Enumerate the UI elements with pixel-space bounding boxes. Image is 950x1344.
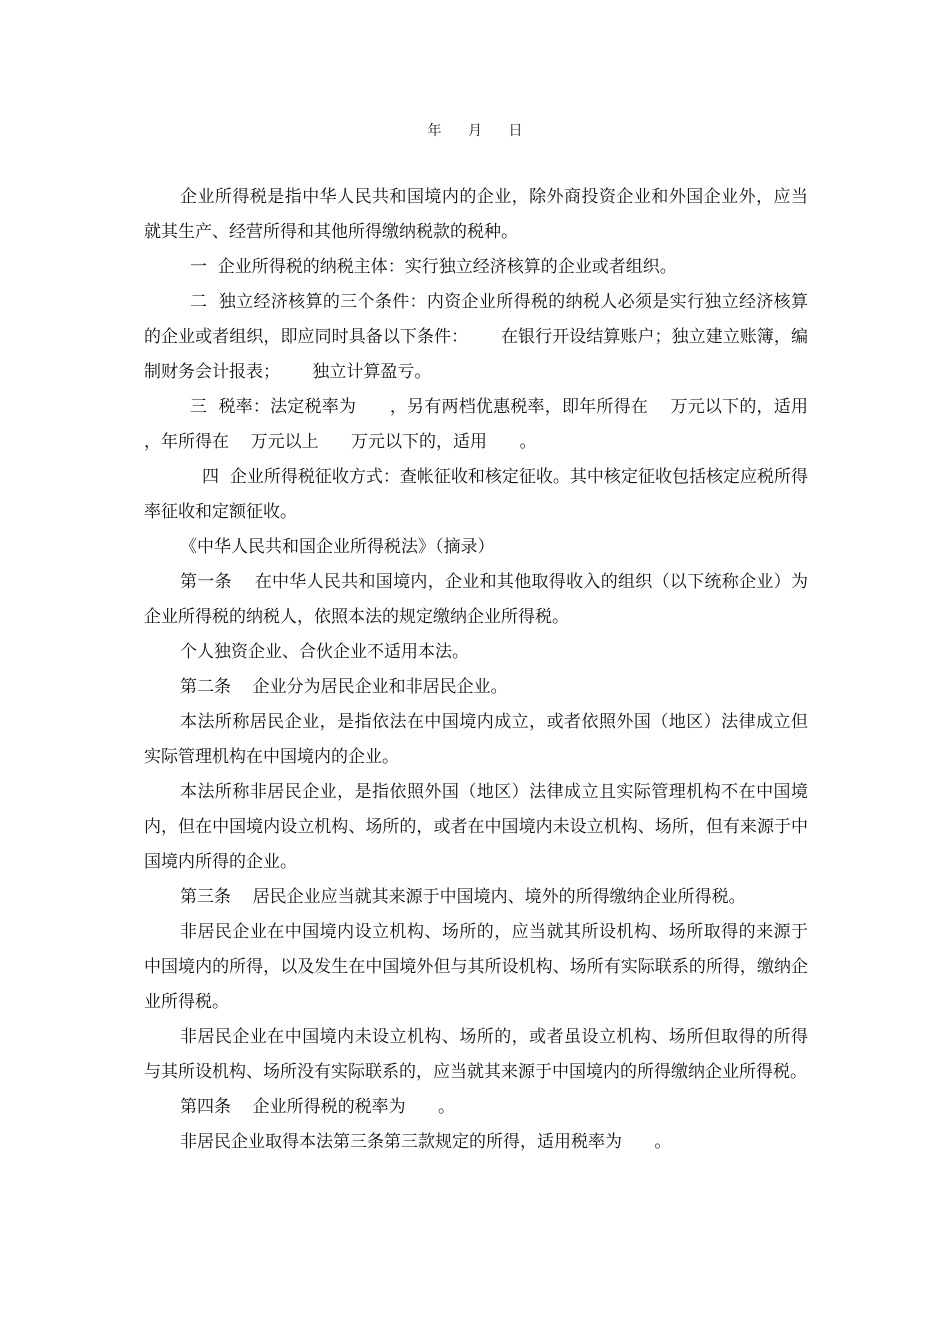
paragraph-item-3: 三 税率：法定税率为 ，另有两档优惠税率，即年所得在 万元以下的，适用 ，年所得在 万元以上 万元以下的，适用 。: [144, 397, 841, 452]
article-3: 第三条 居民企业应当就其来源于中国境内、境外的所得缴纳企业所得税。: [180, 887, 746, 907]
article-2: 第二条 企业分为居民企业和非居民企业。: [180, 677, 508, 697]
article-4: 第四条 企业所得税的税率为 。: [180, 1097, 456, 1117]
date-line: [0, 120, 950, 140]
article-1: 第一条 在中华人民共和国境内，企业和其他取得收入的组织（以下统称企业）为企业所得税的纳税人，依照本法的规定缴纳企业所得税。: [144, 572, 808, 627]
document-body: [144, 180, 841, 1160]
article-2-clause-2: 本法所称居民企业，是指依法在中国境内成立，或者依照外国（地区）法律成立但实际管理机构在中国境内的企业。: [144, 712, 808, 767]
date-day: 日: [508, 123, 523, 139]
law-title: 《中华人民共和国企业所得税法》（摘录）: [180, 537, 495, 557]
article-4-clause-2: 非居民企业取得本法第三条第三款规定的所得，适用税率为 。: [180, 1132, 672, 1152]
article-1-clause-2: 个人独资企业、合伙企业不适用本法。: [180, 642, 469, 662]
paragraph-item-2: 二 独立经济核算的三个条件：内资企业所得税的纳税人必须是实行独立经济核算的企业或者组织，即应同时具备以下条件： 在银行开设结算账户；独立建立账簿，编制财务会计报表； 独立计算盈亏。: [144, 292, 808, 382]
date-year: 年: [427, 123, 442, 139]
date-month: 月: [468, 123, 482, 139]
paragraph-intro: 企业所得税是指中华人民共和国境内的企业，除外商投资企业和外国企业外，应当就其生产、经营所得和其他所得缴纳税款的税种。: [144, 187, 808, 242]
paragraph-item-4: 四 企业所得税征收方式：查帐征收和核定征收。其中核定征收包括核定应税所得率征收和定额征收。: [144, 467, 808, 522]
article-2-clause-3: 本法所称非居民企业，是指依照外国（地区）法律成立且实际管理机构不在中国境内，但在中国境内设立机构、场所的，或者在中国境内未设立机构、场所，但有来源于中国境内所得的企业。: [144, 782, 808, 872]
paragraph-item-1: 一 企业所得税的纳税主体：实行独立经济核算的企业或者组织。: [190, 257, 677, 277]
article-3-clause-2: 非居民企业在中国境内设立机构、场所的，应当就其所设机构、场所取得的来源于中国境内的所得，以及发生在中国境外但与其所设机构、场所有实际联系的所得，缴纳企业所得税。: [144, 922, 808, 1012]
article-3-clause-3: 非居民企业在中国境内未设立机构、场所的，或者虽设立机构、场所但取得的所得与其所设机构、场所没有实际联系的，应当就其来源于中国境内的所得缴纳企业所得税。: [144, 1027, 808, 1082]
